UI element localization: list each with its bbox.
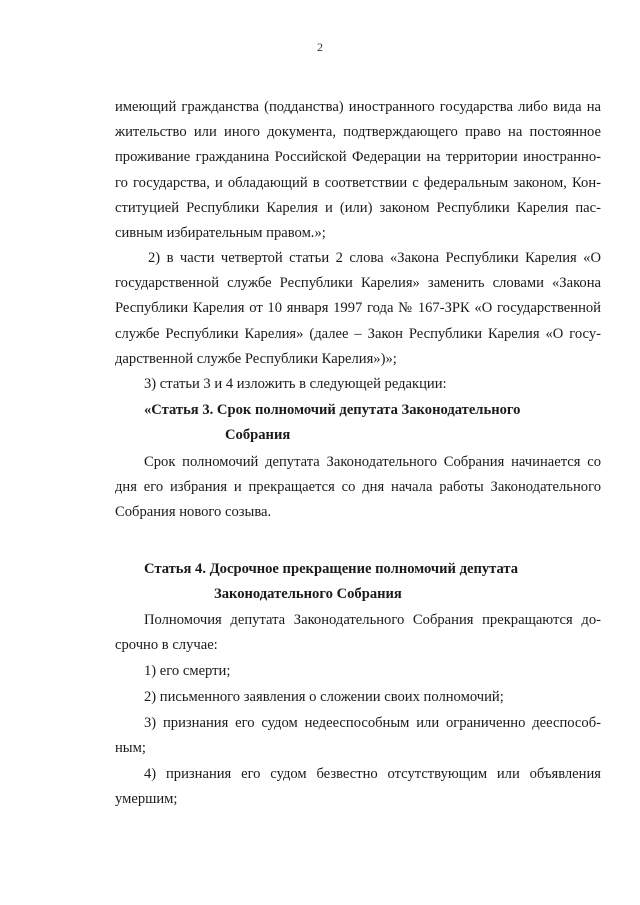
- text-line: срочно в случае:: [115, 637, 218, 654]
- text-line: дня его избрания и прекращается со дня начала работы Законодательного: [115, 479, 601, 496]
- text-line: сивным избирательным правом.»;: [115, 225, 326, 242]
- text-line: Срок полномочий депутата Законодательного Собрания начинается со: [144, 454, 601, 470]
- text-line: 2) в части четвертой статьи 2 слова «Закона Республики Карелия «О: [148, 250, 601, 266]
- case-2: [115, 685, 601, 710]
- text-line: ституцией Республики Карелия и (или) законом Республики Карелия пас-: [115, 199, 601, 216]
- list-item-2: [115, 246, 601, 372]
- text-line: государственной службе Республики Карелия» заменить словами «Закона: [115, 275, 601, 292]
- case-1: [115, 659, 601, 684]
- heading-line: Статья 4. Досрочное прекращение полномочий депутата: [144, 561, 519, 577]
- article-3-heading: [115, 398, 601, 448]
- case-3: [115, 711, 601, 761]
- text-line: жительство или иного документа, подтверждающего право на постоянное: [115, 124, 601, 141]
- heading-line: Собрания: [225, 427, 291, 444]
- text-line: службе Республики Карелия» (далее – Закон Республики Карелия «О госу-: [115, 325, 601, 342]
- case-4: [115, 762, 601, 812]
- article-4-intro: [115, 608, 601, 658]
- heading-line: Законодательного Собрания: [214, 586, 402, 603]
- text-line: 1) его смерти;: [144, 663, 231, 679]
- text-line: го государства, и обладающий в соответствии с федеральным законом, Кон-: [115, 174, 601, 191]
- text-line: 4) признания его судом безвестно отсутствующим или объявления: [144, 766, 601, 782]
- paragraph-citizenship: [115, 95, 601, 246]
- list-item-3: [115, 372, 601, 397]
- article-3-body: [115, 450, 601, 526]
- text-line: 3) статьи 3 и 4 изложить в следующей редакции:: [144, 376, 447, 392]
- text-line: имеющий гражданства (подданства) иностранного государства либо вида на: [115, 99, 601, 115]
- heading-line: «Статья 3. Срок полномочий депутата Законодательного: [144, 402, 521, 418]
- text-line: проживание гражданина Российской Федерации на территории иностранно-: [115, 149, 601, 166]
- article-4-heading: [115, 557, 601, 607]
- text-line: Собрания нового созыва.: [115, 504, 272, 521]
- page-number: 2: [317, 40, 323, 54]
- text-line: Полномочия депутата Законодательного Собрания прекращаются до-: [144, 612, 601, 628]
- text-line: умершим;: [115, 791, 178, 808]
- text-line: 3) признания его судом недееспособным или ограниченно дееспособ-: [144, 715, 601, 731]
- text-line: дарственной службе Республики Карелия»)»;: [115, 350, 397, 367]
- text-line: 2) письменного заявления о сложении своих полномочий;: [144, 689, 504, 705]
- text-line: Республики Карелия от 10 января 1997 года № 167-ЗРК «О государственной: [115, 300, 601, 317]
- text-line: ным;: [115, 740, 146, 757]
